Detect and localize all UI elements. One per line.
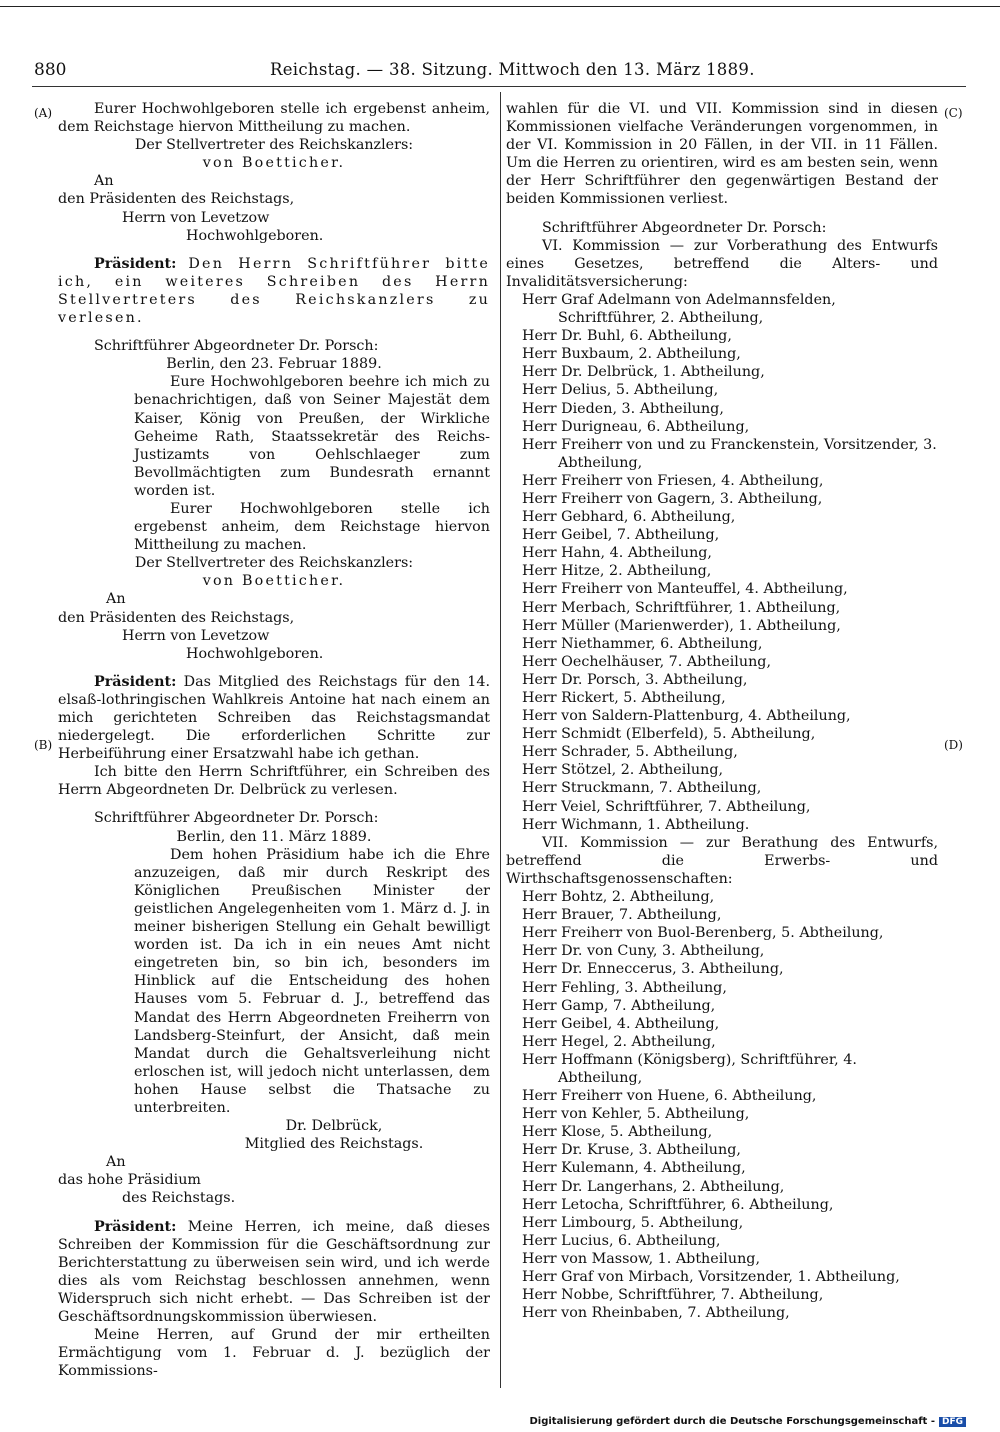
signature-name: von Boetticher. [202,573,346,590]
speech-paragraph [58,1218,490,1327]
member-entry: Herr Hitze, 2. Abtheilung, [522,563,712,580]
member-entry: Herr Oechelhäuser, 7. Abtheilung, [522,653,771,670]
member-entry: Herr Nobbe, Schriftführer, 7. Abtheilung, [522,1287,824,1304]
margin-marker-c: (C) [944,106,963,120]
member-entry: Herr von Saldern-Plattenburg, 4. Abtheilung, [522,708,851,725]
member-entry: Herr von Rheinbaben, 7. Abtheilung, [522,1305,790,1322]
member-entry: Herr Lucius, 6. Abtheilung, [522,1232,721,1249]
speech-paragraph [58,673,490,763]
member-entry: Herr Struckmann, 7. Abtheilung, [522,780,762,797]
right-column [506,100,938,1322]
address-line: An [106,1154,126,1171]
speech-paragraph: Ich bitte den Herrn Schriftführer, ein Schreiben des Herrn Abgeordneten Dr. Delbrück zu verlesen. [58,764,490,799]
letter-body: Eurer Hochwohlgeboren stelle ich ergebenst anheim, dem Reichstage hiervon Mittheilung zu machen. [134,500,490,554]
page-number: 880 [34,60,67,80]
member-entry: Herr Graf von Mirbach, Vorsitzender, 1. Abtheilung, [522,1269,900,1285]
top-border [0,6,1000,7]
signature-name: von Boetticher. [202,155,346,172]
margin-marker-a: (A) [34,106,53,120]
address-line: Herrn von Levetzow [122,209,270,226]
section-heading: Schriftführer Abgeordneter Dr. Porsch: [94,338,379,355]
member-entry: Herr Bohtz, 2. Abtheilung, [522,889,715,906]
member-entry: Herr Gebhard, 6. Abtheilung, [522,509,736,526]
margin-marker-b: (B) [34,738,53,752]
margin-marker-d: (D) [944,738,963,752]
running-title: Reichstag. — 38. Sitzung. Mittwoch den 13. März 1889. [270,60,755,79]
speaker-label: Präsident: [94,255,177,272]
address-line: den Präsidenten des Reichstags, [58,609,295,626]
member-entry: Herr Merbach, Schriftführer, 1. Abtheilung, [522,599,841,616]
member-entry: Herr Kulemann, 4. Abtheilung, [522,1160,746,1177]
dfg-logo: DFG [939,1417,966,1427]
member-entry: Herr von Kehler, 5. Abtheilung, [522,1106,750,1123]
speech-paragraph: Meine Herren, auf Grund der mir ertheilten Ermächtigung vom 1. Februar d. J. bezüglich der Kommissions- [58,1327,490,1380]
member-entry: Herr Delius, 5. Abtheilung, [522,382,719,399]
letter-date: Berlin, den 23. Februar 1889. [166,356,382,373]
member-entry: Herr Dr. Buhl, 6. Abtheilung, [522,328,732,345]
signature-role: Der Stellvertreter des Reichskanzlers: [134,137,414,154]
speaker-label: Präsident: [94,1218,177,1235]
member-entry: Herr Geibel, 7. Abtheilung, [522,527,720,544]
member-entry: Herr von Massow, 1. Abtheilung, [522,1250,760,1267]
address-line: An [94,173,114,190]
member-entry: Herr Hoffmann (Königsberg), Schriftführer, 4. Abtheilung, [522,1051,857,1086]
member-entry: Herr Letocha, Schriftführer, 6. Abtheilung, [522,1196,834,1213]
member-entry: Herr Hahn, 4. Abtheilung, [522,545,712,562]
member-entry: Herr Müller (Marienwerder), 1. Abtheilung, [522,617,841,634]
member-entry: Herr Dr. von Cuny, 3. Abtheilung, [522,943,765,960]
member-entry: Herr Dieden, 3. Abtheilung, [522,400,724,417]
address-line: das hohe Präsidium [58,1172,201,1189]
member-entry: Herr Klose, 5. Abtheilung, [522,1124,713,1141]
member-entry: Herr Graf Adelmann von Adelmannsfelden, Schriftführer, 2. Abtheilung, [522,291,836,327]
paragraph: Eurer Hochwohlgeboren stelle ich ergebenst anheim, dem Reichstage hiervon Mittheilung zu machen. [58,101,490,136]
member-entry: Herr Wichmann, 1. Abtheilung. [522,816,750,833]
member-entry: Herr Freiherr von Huene, 6. Abtheilung, [522,1088,817,1105]
member-entry: Herr Freiherr von und zu Franckenstein, Vorsitzender, 3. Abtheilung, [522,436,937,471]
member-entry: Herr Dr. Enneccerus, 3. Abtheilung, [522,961,784,978]
left-column [58,100,490,1380]
section-heading: Schriftführer Abgeordneter Dr. Porsch: [94,810,379,827]
signature-name: Dr. Delbrück, [285,1118,383,1135]
speaker-label: Präsident: [94,673,177,690]
member-entry: Herr Brauer, 7. Abtheilung, [522,907,722,924]
member-entry: Herr Freiherr von Manteuffel, 4. Abtheilung, [522,581,848,598]
member-entry: Herr Fehling, 3. Abtheilung, [522,979,727,996]
address-line: Herrn von Levetzow [122,627,270,644]
header-rule [32,86,966,87]
commission-title: VI. Kommission — zur Vorberathung des Entwurfs eines Gesetzes, betreffend die Alters- und Invaliditätsversicherung: [506,237,938,290]
member-entry: Herr Gamp, 7. Abtheilung, [522,997,716,1014]
address-line: An [106,591,126,608]
member-entry: Herr Geibel, 4. Abtheilung, [522,1015,720,1032]
member-entry: Herr Schrader, 5. Abtheilung, [522,744,738,761]
member-entry: Herr Dr. Langerhans, 2. Abtheilung, [522,1178,785,1195]
speech-paragraph [58,255,490,327]
commission-title: VII. Kommission — zur Berathung des Entwurfs, betreffend die Erwerbs- und Wirthschaftsgenossenschaften: [506,834,938,887]
page-header [0,60,1000,88]
member-entry: Herr Veiel, Schriftführer, 7. Abtheilung, [522,798,811,815]
footer-credit [529,1416,966,1427]
address-line: des Reichstags. [122,1190,236,1207]
column-divider [500,92,501,1388]
letter-body: Dem hohen Präsidium habe ich die Ehre anzuzeigen, daß mir durch Reskript des Königlichen Preußischen Minister der geistlichen Angelegenheiten vom 1. März d. J. in meiner bisherigen Stellung ein Gehalt bewilligt worden ist. Da ich in ein neues Amt nicht eingetreten bin, so bin ich, besonders im Hinblick auf die Entscheidung des hohen Hauses vom 5. Februar d. J., betreffend das Mandat des Herrn Abgeordneten Freiherrn von Landsberg-Steinfurt, der Ansicht, daß mein Mandat durch die Gehaltsverleihung nicht erloschen ist, will jedoch nicht unterlassen, dem hohen Hause selbst die Thatsache zu unterbreiten. [134,846,490,1116]
member-entry: Herr Dr. Delbrück, 1. Abtheilung, [522,364,765,381]
section-heading: Schriftführer Abgeordneter Dr. Porsch: [542,219,827,236]
letter-date: Berlin, den 11. März 1889. [176,828,372,845]
member-entry: Herr Niethammer, 6. Abtheilung, [522,635,763,652]
address-line: Hochwohlgeboren. [186,645,324,662]
speech-text: Den Herrn Schriftführer bitte ich, ein weiteres Schreiben des Herrn Stellvertreters des Reichskanzlers zu verlesen. [58,255,491,327]
member-entry: Herr Stötzel, 2. Abtheilung, [522,762,724,779]
commission-vi-members [506,291,938,834]
member-entry: Herr Limbourg, 5. Abtheilung, [522,1214,744,1231]
member-entry: Herr Dr. Kruse, 3. Abtheilung, [522,1142,741,1159]
member-entry: Herr Freiherr von Gagern, 3. Abtheilung, [522,490,823,507]
address-line: Hochwohlgeboren. [186,227,324,244]
member-entry: Herr Durigneau, 6. Abtheilung, [522,418,750,435]
member-entry: Herr Buxbaum, 2. Abtheilung, [522,346,741,363]
speech-text: Meine Herren, ich meine, daß dieses Schreiben der Kommission für die Geschäftsordnung zur Berichterstattung zu überweisen sein wird, und ich werde dies als vom Reichstag beschlossen annehmen, wenn Widerspruch sich nicht erhebt. — Das Schreiben ist der Geschäftsordnungskommission überwiesen. [58,1218,491,1325]
signature-role: Mitglied des Reichstags. [244,1136,424,1153]
member-entry: Herr Schmidt (Elberfeld), 5. Abtheilung, [522,726,816,743]
paragraph: wahlen für die VI. und VII. Kommission sind in diesen Kommissionen vielfache Veränderungen vorgenommen, in der VI. Kommission in 20 Fällen, in der VII. in 11 Fällen. Um die Herren zu orientiren, wird es am besten sein, wenn der Herr Schriftführer den gegenwärtigen Bestand der beiden Kommissionen verliest. [506,101,938,208]
member-entry: Herr Freiherr von Buol-Berenberg, 5. Abtheilung, [522,925,884,942]
footer-text: Digitalisierung gefördert durch die Deutsche Forschungsgemeinschaft - [529,1416,935,1427]
member-entry: Herr Rickert, 5. Abtheilung, [522,690,726,706]
address-line: den Präsidenten des Reichstags, [58,191,295,208]
member-entry: Herr Hegel, 2. Abtheilung, [522,1033,716,1050]
member-entry: Herr Freiherr von Friesen, 4. Abtheilung, [522,472,824,489]
commission-vii-members [506,888,938,1322]
speech-text: Das Mitglied des Reichstags für den 14. elsaß-lothringischen Wahlkreis Antoine hat nach einem an mich gerichteten Schreiben das Reichstagsmandat niedergelegt. Die erforderlichen Schritte zur Herbeiführung einer Ersatzwahl habe ich gethan. [58,673,491,763]
letter-body: Eure Hochwohlgeboren beehre ich mich zu benachrichtigen, daß von Seiner Majestät dem Kaiser, König von Preußen, der Wirkliche Geheime Rath, Staatssekretär des Reichs-Justizamts von Oehlschlaeger zum Bevollmächtigten zum Bundesrath ernannt worden ist. [134,374,490,499]
signature-role: Der Stellvertreter des Reichskanzlers: [134,555,414,572]
member-entry: Herr Dr. Porsch, 3. Abtheilung, [522,671,748,688]
